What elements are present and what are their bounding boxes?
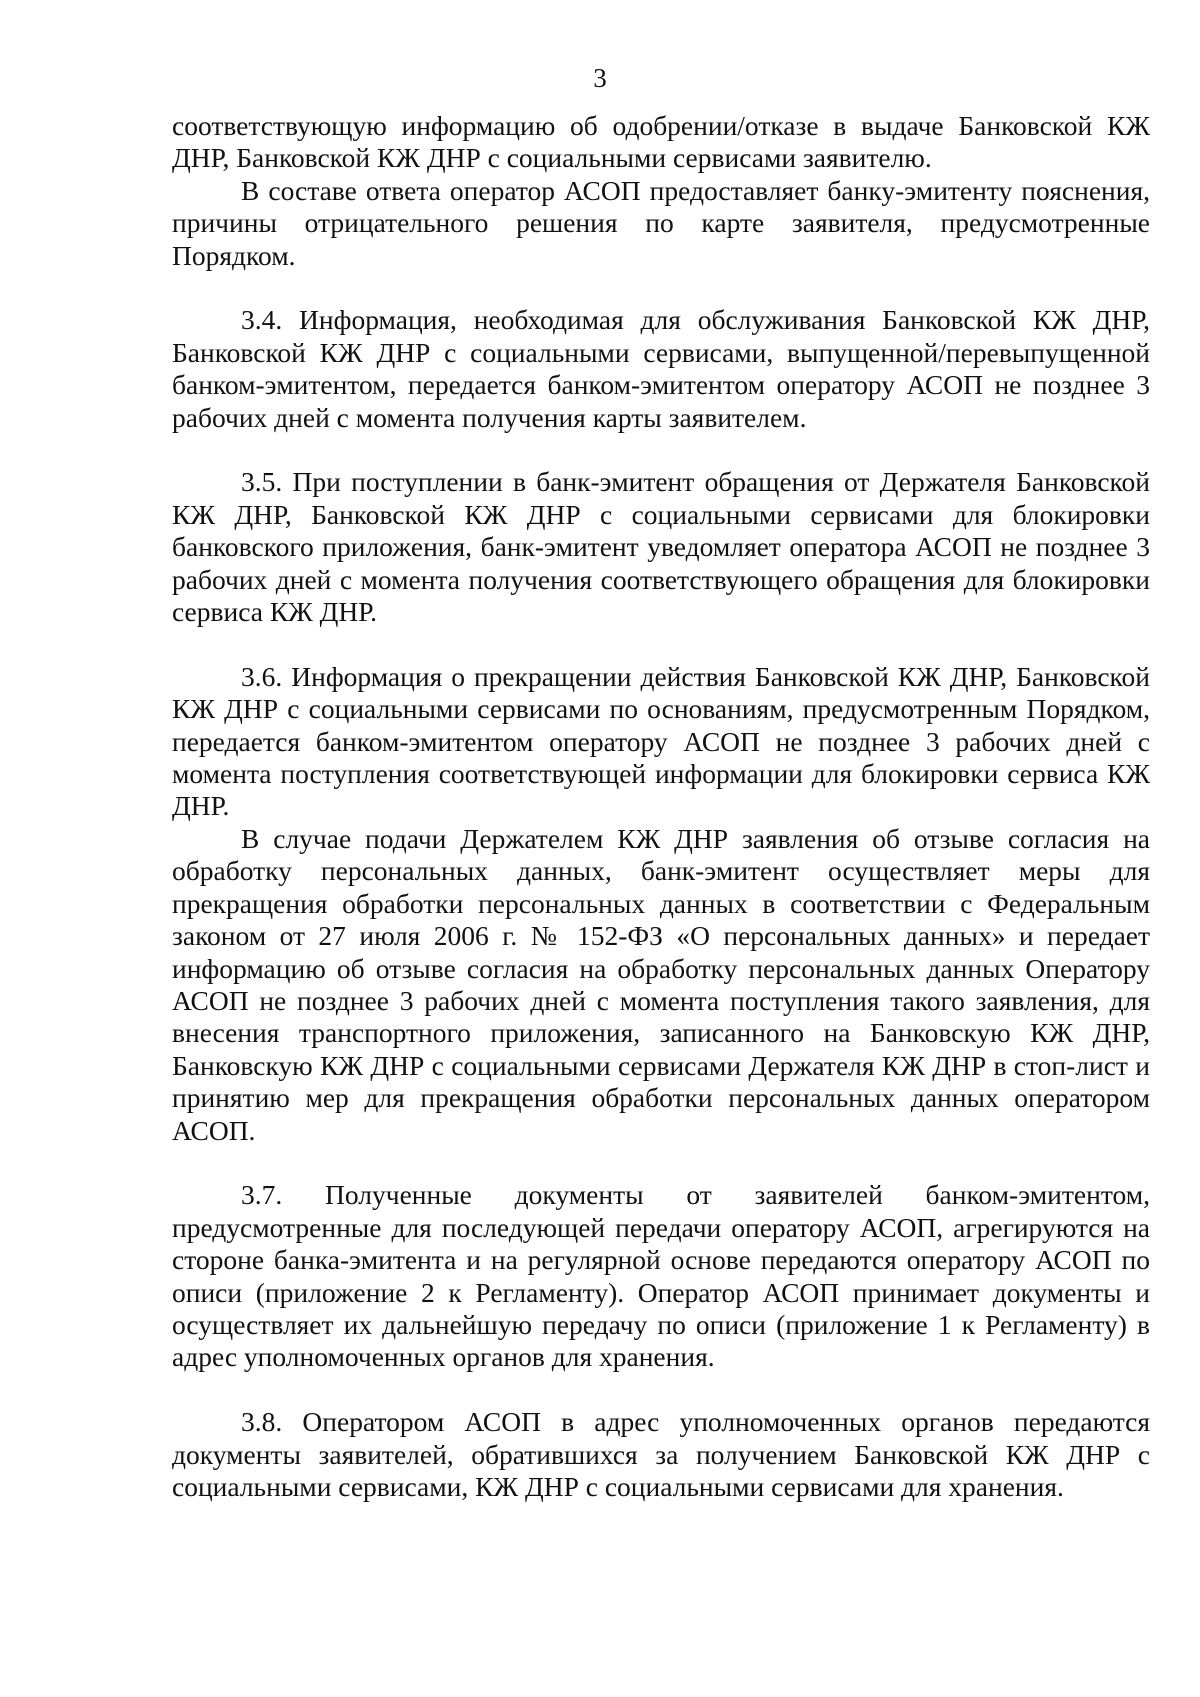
paragraph-3-7: 3.7. Полученные документы от заявителей банком-эмитентом, предусмотренные для последующей передачи оператору АСОП, агрегируются на стороне банка-эмитента и на регулярной основе передаются оператору АСОП по описи (приложение 2 к Регламенту). Оператор АСОП принимает документы и осуществляет их дальнейшую передачу по описи (приложение 1 к Регламенту) в адрес уполномоченных органов для хранения.	[172, 1179, 1150, 1373]
document-body	[172, 110, 1150, 1503]
paragraph-response-explanation: В составе ответа оператор АСОП предоставляет банку-эмитенту пояснения, причины отрицательного решения по карте заявителя, предусмотренные Порядком.	[172, 174, 1150, 271]
paragraph-3-4: 3.4. Информация, необходимая для обслуживания Банковской КЖ ДНР, Банковской КЖ ДНР с социальными сервисами, выпущенной/перевыпущенной банком-эмитентом, передается банком-эмитентом оператору АСОП не позднее 3 рабочих дней с момента получения карты заявителем.	[172, 304, 1150, 433]
paragraph-consent-withdrawal: В случае подачи Держателем КЖ ДНР заявления об отзыве согласия на обработку персональных данных, банк-эмитент осуществляет меры для прекращения обработки персональных данных в соответствии с Федеральным законом от 27 июля 2006 г. № 152-ФЗ «О персональных данных» и передает информацию об отзыве согласия на обработку персональных данных Оператору АСОП не позднее 3 рабочих дней с момента поступления такого заявления, для внесения транспортного приложения, записанного на Банковскую КЖ ДНР, Банковскую КЖ ДНР с социальными сервисами Держателя КЖ ДНР в стоп-лист и принятию мер для прекращения обработки персональных данных оператором АСОП.	[172, 822, 1150, 1146]
paragraph-3-5: 3.5. При поступлении в банк-эмитент обращения от Держателя Банковской КЖ ДНР, Банковской КЖ ДНР с социальными сервисами для блокировки банковского приложения, банк-эмитент уведомляет оператора АСОП не позднее 3 рабочих дней с момента получения соответствующего обращения для блокировки сервиса КЖ ДНР.	[172, 466, 1150, 628]
page-number: 3	[593, 63, 607, 93]
paragraph-3-8: 3.8. Оператором АСОП в адрес уполномоченных органов передаются документы заявителей, обратившихся за получением Банковской КЖ ДНР с социальными сервисами, КЖ ДНР с социальными сервисами для хранения.	[172, 1406, 1150, 1502]
paragraph-3-6: 3.6. Информация о прекращении действия Банковской КЖ ДНР, Банковской КЖ ДНР с социальными сервисами по основаниям, предусмотренным Порядком, передается банком-эмитентом оператору АСОП не позднее 3 рабочих дней с момента поступления соответствующей информации для блокировки сервиса КЖ ДНР.	[172, 660, 1150, 822]
paragraph-continuation: соответствующую информацию об одобрении/отказе в выдаче Банковской КЖ ДНР, Банковской КЖ ДНР с социальными сервисами заявителю.	[172, 110, 1150, 174]
